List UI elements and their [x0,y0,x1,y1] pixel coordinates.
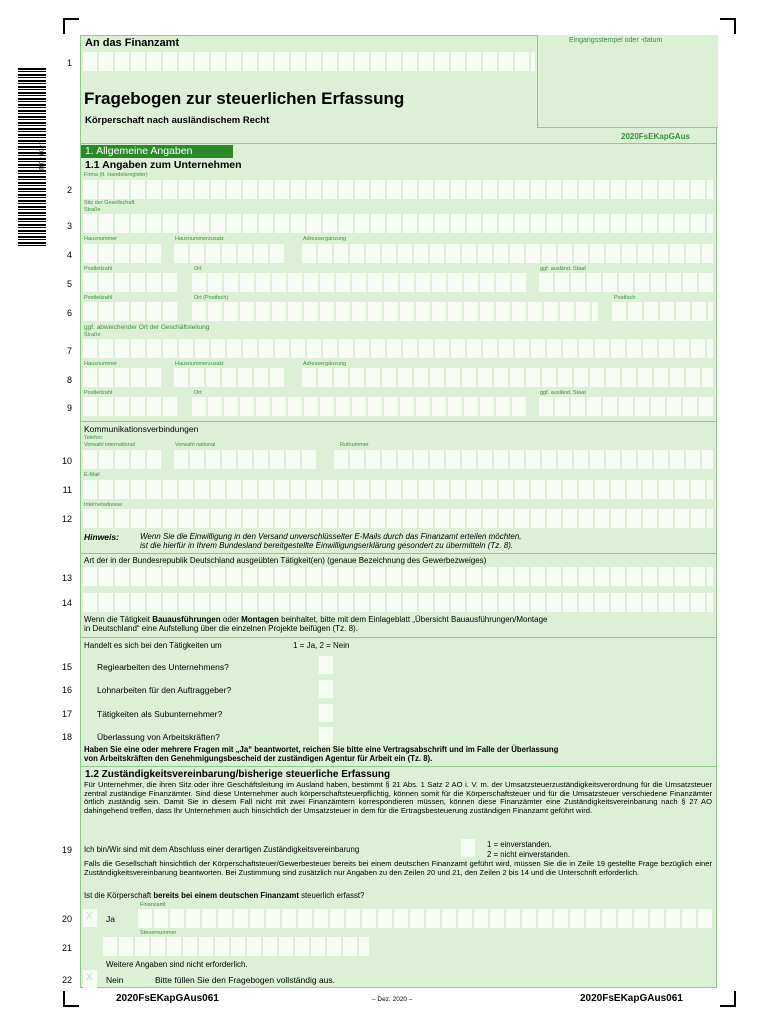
line-number: 5 [66,279,72,289]
bau-hint-1: Wenn die Tätigkeit Bauausführungen oder Montagen beinhaltet, bitte mit dem Einlageblatt „Übersicht Bauausführungen/Montage [84,615,548,624]
weitere-label: Weitere Angaben sind nicht erforderlich. [106,960,248,969]
plz-input[interactable] [83,273,177,292]
q19-option-2: 2 = nicht einverstanden. [487,850,571,859]
sitz-label: Sitz der Gesellschaft [84,200,135,206]
line-number: 19 [61,845,72,855]
line-number: 15 [61,662,72,672]
corner-mark-bottom-right [720,991,736,1007]
hinweis-text-1: Wenn Sie die Einwilligung in den Versand unverschlüsselter E-Mails durch das Finanzamt erteilen möchten, [140,532,522,541]
q15-label: Regiearbeiten des Unternehmens? [97,662,229,672]
telefon-label: Telefon: [84,435,104,441]
plz-gl-input[interactable] [83,397,177,416]
hausnummer-gl-label: Hausnummer [84,361,118,367]
line-number: 14 [61,598,72,608]
q16-label: Lohnarbeiten für den Auftraggeber? [97,685,232,695]
strasse-label: Straße [84,207,101,213]
hausnummer-gl-input[interactable] [83,368,161,387]
form-code-header: 2020FsEKapGAus [621,132,690,141]
para-falls: Falls die Gesellschaft hinsichtlich der Körperschaftsteuer/Gewerbesteuer bereits bei einem deutschen Finanzamt geführt wird, müssen Sie die in Zeile 19 gestellte Frage bezüglich einer Zuständigkeitsvereinbarung beantworten. Bei Zustimmung sind zusätzlich nur Angaben zu den Zeilen 20 und 21, den Zeilen 2 bis 14 und die Unterschrift erforderlich. [84,859,712,877]
q17-input[interactable] [319,704,333,722]
hinweis-text-2: ist die hierfür in Ihrem Bundesland bereitgestellte Einwilligungserklärung gesondert zu übermitteln (Tz. 8). [140,541,514,550]
firma-label: Firma (lt. Handelsregister) [84,172,148,178]
strasse-gl-input[interactable] [83,339,713,358]
line-number: 20 [61,914,72,924]
line-number: 9 [66,403,72,413]
ort-gl-input[interactable] [192,397,526,416]
ja-checkbox-mark: X [86,911,93,922]
ja-nein-legend: 1 = Ja, 2 = Nein [293,641,350,650]
adressergaenzung-gl-input[interactable] [302,368,713,387]
hausnummerzusatz-gl-input[interactable] [174,368,284,387]
vorwahl-nat-input[interactable] [174,450,316,469]
line-number: 4 [66,250,72,260]
line-number: 2 [66,185,72,195]
q16-input[interactable] [319,680,333,698]
finanzamt-label: Finanzamt [140,902,166,908]
internet-label: Internetadresse [84,502,123,508]
kommunikation-label: Kommunikationsverbindungen [84,424,199,434]
plz-postfach-input[interactable] [83,302,177,321]
hausnummer-label: Hausnummer [84,236,118,242]
form-subtitle: Körperschaft nach ausländischem Recht [85,115,270,126]
para-zustaendigkeit: Für Unternehmer, die ihren Sitz oder ihre Geschäftsleitung im Ausland haben, bestimmt § 21 Abs. 1 Satz 2 AO i. V. m. der Umsatzsteuerzuständigkeitsverordnung für die Umsatzsteuer zentral zuständige Finanzämter. Sind diese Unternehmer auch körperschaftsteuerpflichtig, können somit für die Körperschaftsteuer und für die Umsatzsteuer verschiedene Finanzämter örtlich zuständig sein. Damit Sie in diesem Fall nicht mit zwei Finanzämtern korrespondieren müssen, können diese Finanzämter eine Zuständigkeitsvereinbarung nach § 27 AO dahingehend treffen, dass Ihr Unternehmen auch hinsichtlich der Umsatzsteuer in dem für die Ertragsbesteuerung zuständigen Finanzamt geführt wird. [84,780,712,815]
taetigkeit-label: Art der in der Bundesrepublik Deutschland ausgeübten Tätigkeit(en) (genaue Bezeichnung des Gewerbezweiges) [84,556,487,565]
q19-option-1: 1 = einverstanden. [487,840,552,849]
side-code: 1 - 09 - 049 [37,140,43,171]
q19-input[interactable] [461,839,475,857]
corner-mark-top-left [63,18,79,34]
line-number: 17 [61,709,72,719]
line-number: 13 [61,573,72,583]
subsection-1-1: 1.1 Angaben zum Unternehmen [85,159,242,171]
ja-note-1: Haben Sie eine oder mehrere Fragen mit „Ja“ beantwortet, reichen Sie bitte eine Vertragsabschrift und im Falle der Überlassung [84,745,559,754]
ort-postfach-label: Ort (Postfach) [194,295,229,301]
postfach-input[interactable] [612,302,713,321]
staat-label: ggf. ausländ. Staat [540,266,586,272]
line-number: 6 [66,308,72,318]
nein-label: Nein [106,975,124,985]
footer-date: – Dez. 2020 – [372,996,413,1003]
firma-input[interactable] [83,180,713,199]
adressergaenzung-label: Adressergänzung [303,236,347,242]
bau-hint-2: in Deutschland“ eine Aufstellung über die einzelnen Projekte beifügen (Tz. 8). [84,624,358,633]
plz-postfach-label: Postleitzahl [84,295,113,301]
ort-input[interactable] [192,273,526,292]
line-number: 3 [66,221,72,231]
ort-label: Ort [194,266,202,272]
form-title: Fragebogen zur steuerlichen Erfassung [84,89,405,108]
adressergaenzung-gl-label: Adressergänzung [303,361,347,367]
hausnummerzusatz-input[interactable] [174,244,284,263]
q17-label: Tätigkeiten als Subunternehmer? [97,709,223,719]
line-number: 16 [61,685,72,695]
rufnummer-label: Rufnummer [340,442,369,448]
line-number: 21 [61,943,72,953]
vorwahl-int-input[interactable] [83,450,161,469]
plz-label: Postleitzahl [84,266,113,272]
postfach-label: Postfach [614,295,636,301]
strasse-input[interactable] [83,214,713,233]
line-number: 1 [66,58,72,68]
abweichend-label: ggf. abweichender Ort der Geschäftsleitung [84,324,210,331]
line-number: 12 [61,514,72,524]
recipient-label: An das Finanzamt [85,37,180,49]
hausnummerzusatz-gl-label: Hausnummerzusatz [175,361,224,367]
stamp-box [537,35,718,128]
corner-mark-bottom-left [63,991,79,1007]
staat-input[interactable] [539,273,713,292]
steuernummer-input[interactable] [103,937,369,956]
footer-code-left: 2020FsEKapGAus061 [116,993,219,1004]
hausnummer-input[interactable] [83,244,161,263]
footer-code-right: 2020FsEKapGAus061 [580,993,683,1004]
adressergaenzung-input[interactable] [302,244,713,263]
vorwahl-nat-label: Vorwahl national [175,442,216,448]
nein-checkbox-mark: X [86,972,93,983]
hinweis-label: Hinweis: [84,532,119,542]
line-number: 8 [66,375,72,385]
taetigkeit-input-2[interactable] [83,593,713,612]
q-erfasst: Ist die Körperschaft bereits bei einem deutschen Finanzamt steuerlich erfasst? [84,891,365,900]
subsection-1-2: 1.2 Zuständigkeitsvereinbarung/bisherige steuerliche Erfassung [85,769,391,780]
ort-postfach-input[interactable] [192,302,598,321]
line-number: 22 [61,975,72,985]
steuernummer-label: Steuernummer [140,930,177,936]
line-number: 11 [62,485,72,495]
nein-text: Bitte füllen Sie den Fragebogen vollständig aus. [155,975,336,985]
corner-mark-top-right [720,18,736,34]
section-heading-1: 1. Allgemeine Angaben [81,145,233,158]
finanzamt-input[interactable] [83,52,535,71]
email-label: E-Mail [84,472,100,478]
line-number: 18 [61,732,72,742]
ja-label: Ja [106,914,115,924]
line-number: 10 [61,456,72,466]
ort-gl-label: Ort [194,390,202,396]
staat-gl-input[interactable] [539,397,713,416]
strasse-gl-label: Straße [84,332,101,338]
stamp-label: Eingangsstempel oder -datum [569,37,663,44]
q19-label: Ich bin/Wir sind mit dem Abschluss einer derartigen Zuständigkeitsvereinbarung [84,845,360,854]
ja-note-2: von Arbeitskräften den Genehmigungsbescheid der zuständigen Agentur für Arbeit ein (Tz. 8). [84,754,433,763]
email-input[interactable] [83,480,713,499]
line-number: 7 [66,346,72,356]
hausnummerzusatz-label: Hausnummerzusatz [175,236,224,242]
plz-gl-label: Postleitzahl [84,390,113,396]
q15-input[interactable] [319,656,333,674]
staat-gl-label: ggf. ausländ. Staat [540,390,586,396]
finanzamt-existing-input[interactable] [138,909,713,928]
internet-input[interactable] [83,509,713,528]
q18-input[interactable] [319,727,333,745]
rufnummer-input[interactable] [334,450,713,469]
handelt-label: Handelt es sich bei den Tätigkeiten um [84,641,222,650]
vorwahl-int-label: Vorwahl international [84,442,136,448]
q18-label: Überlassung von Arbeitskräften? [97,732,220,742]
taetigkeit-input-1[interactable] [83,567,713,586]
